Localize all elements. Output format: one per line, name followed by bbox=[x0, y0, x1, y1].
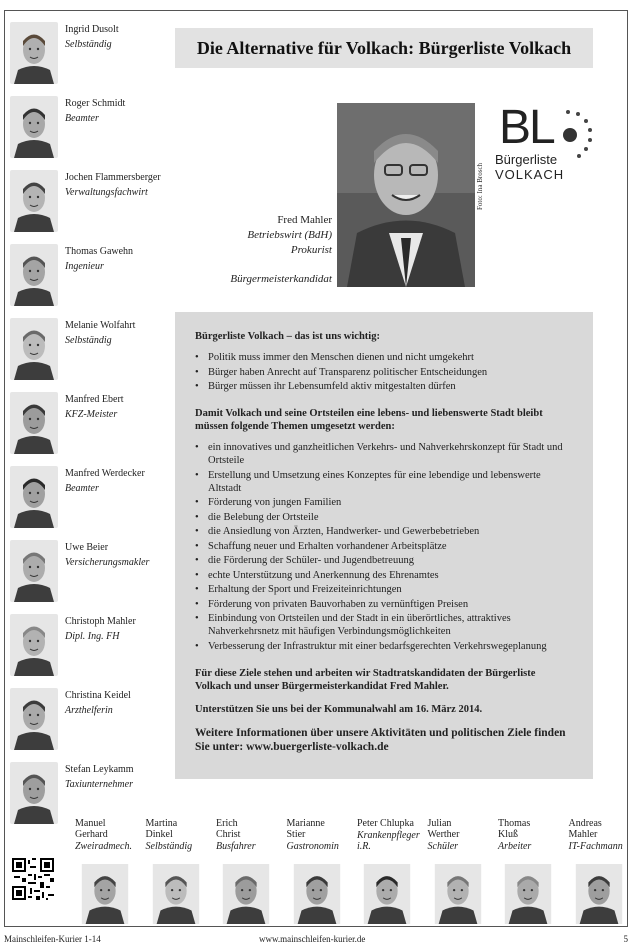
candidate-job: Arbeiter bbox=[498, 841, 532, 852]
candidate-photo bbox=[10, 244, 58, 306]
program-bullet: • die Belebung der Ortsteile bbox=[195, 511, 573, 524]
bottom-candidate bbox=[216, 818, 291, 852]
left-candidate bbox=[10, 318, 175, 386]
candidate-first-name: Thomas bbox=[498, 818, 531, 829]
candidate-job: Gastronomin bbox=[286, 841, 339, 852]
candidate-name: Manfred Werdecker bbox=[65, 468, 145, 479]
candidate-name: Uwe Beier bbox=[65, 542, 109, 553]
left-candidate bbox=[10, 22, 175, 90]
photo-credit: Foto: Ina Brosch bbox=[476, 162, 484, 210]
qr-code-icon bbox=[12, 858, 54, 900]
program-heading1: Bürgerliste Volkach – das ist uns wichtig: bbox=[195, 331, 380, 342]
candidate-first-name: Andreas bbox=[568, 818, 602, 829]
bottom-candidate bbox=[287, 818, 362, 852]
logo-line2: VOLKACH bbox=[495, 167, 565, 182]
left-candidate bbox=[10, 244, 175, 312]
program-bullet: • echte Unterstützung und Anerkennung des Ehrenamtes bbox=[195, 569, 573, 582]
candidate-job: Ingenieur bbox=[65, 261, 104, 272]
program-bullet: • die Förderung der Schüler- und Jugendbetreuung bbox=[195, 554, 573, 567]
candidate-name: Christina Keidel bbox=[65, 690, 131, 701]
candidate-last-name: Kluß bbox=[498, 829, 518, 840]
candidate-photo bbox=[10, 318, 58, 380]
left-candidate bbox=[10, 540, 175, 608]
candidate-job: Versicherungsmakler bbox=[65, 557, 150, 568]
candidate-photo bbox=[151, 864, 201, 924]
left-candidate bbox=[10, 170, 175, 238]
candidate-job: Dipl. Ing. FH bbox=[65, 631, 120, 642]
candidate-job: Krankenpfleger i.R. bbox=[357, 830, 420, 852]
bottom-candidate bbox=[498, 818, 573, 852]
footer-publication: Mainschleifen-Kurier 1-14 bbox=[4, 934, 101, 944]
candidate-job: Taxiunternehmer bbox=[65, 779, 133, 790]
candidate-name: Melanie Wolfahrt bbox=[65, 320, 136, 331]
program-heading2: Damit Volkach und seine Ortsteilen eine lebens- und liebenswerte Stadt bleibt müssen folgende Themen umgesetzt werden: bbox=[195, 408, 543, 432]
buergerliste-logo bbox=[495, 100, 600, 185]
candidate-photo bbox=[221, 864, 271, 924]
logo-line1: Bürgerliste bbox=[495, 152, 558, 167]
candidate-job: Selbständig bbox=[145, 841, 193, 852]
bottom-candidate bbox=[146, 818, 221, 852]
candidate-job: Beamter bbox=[65, 113, 99, 124]
candidate-job: Schüler bbox=[427, 841, 459, 852]
candidate-name: Stefan Leykamm bbox=[65, 764, 134, 775]
candidate-photo bbox=[433, 864, 483, 924]
candidate-photo bbox=[503, 864, 553, 924]
program-bullets2 bbox=[195, 441, 573, 653]
program-bullet: • Erstellung und Umsetzung eines Konzeptes für eine lebendige und lebenswerte Altstadt bbox=[195, 469, 573, 495]
main-candidate-photo bbox=[337, 103, 475, 287]
candidate-name: Christoph Mahler bbox=[65, 616, 136, 627]
closing3: Weitere Informationen über unsere Aktivitäten und politischen Ziele finden Sie unter: www.buergerliste-volkach.de bbox=[195, 726, 566, 753]
candidate-job: Verwaltungsfachwirt bbox=[65, 187, 148, 198]
footer-url[interactable]: www.mainschleifen-kurier.de bbox=[259, 934, 366, 944]
candidate-first-name: Peter Chlupka bbox=[357, 818, 414, 829]
candidate-photo bbox=[362, 864, 412, 924]
program-bullet: • Förderung von privaten Bauvorhaben zu vernünftigen Preisen bbox=[195, 598, 573, 611]
headline: Die Alternative für Volkach: Bürgerliste Volkach bbox=[175, 28, 593, 68]
candidate-name: Thomas Gawehn bbox=[65, 246, 134, 257]
left-candidate bbox=[10, 614, 175, 682]
candidate-last-name: Mahler bbox=[568, 829, 598, 840]
candidate-job: Zweiradmech. bbox=[75, 841, 132, 852]
left-candidate bbox=[10, 466, 175, 534]
program-bullets1 bbox=[195, 351, 573, 393]
candidate-job: KFZ-Meister bbox=[65, 409, 118, 420]
program-bullet: • Förderung von jungen Familien bbox=[195, 496, 573, 509]
main-candidate-role: Bürgermeisterkandidat bbox=[230, 273, 332, 285]
program-bullet: • Bürger müssen ihr Lebensumfeld aktiv mitgestalten dürfen bbox=[195, 380, 573, 393]
candidate-job: Busfahrer bbox=[216, 841, 256, 852]
program-bullet: • Verbesserung der Infrastruktur mit einer bedarfsgerechten Verkehrswegeplanung bbox=[195, 640, 573, 653]
candidate-job: IT-Fachmann bbox=[568, 841, 623, 852]
candidate-first-name: Erich bbox=[216, 818, 238, 829]
candidate-job: Selbständig bbox=[65, 39, 112, 50]
program-box bbox=[175, 312, 593, 779]
closing1: Für diese Ziele stehen und arbeiten wir Stadtratskandidaten der Bürgerliste Volkach und unser Bürgermeisterkandidat Fred Mahler. bbox=[195, 667, 536, 692]
bottom-candidate bbox=[357, 818, 425, 852]
candidate-last-name: Christ bbox=[216, 829, 241, 840]
candidate-photo bbox=[574, 864, 624, 924]
candidate-name: Roger Schmidt bbox=[65, 98, 126, 109]
footer-page-number: 5 bbox=[623, 934, 628, 944]
logo-letters: BL bbox=[499, 101, 554, 154]
program-bullet: • Erhaltung der Sport und Freizeiteinrichtungen bbox=[195, 583, 573, 596]
candidate-photo bbox=[10, 22, 58, 84]
left-candidate bbox=[10, 96, 175, 164]
left-candidate bbox=[10, 688, 175, 756]
program-bullet: • Politik muss immer den Menschen dienen und nicht umgekehrt bbox=[195, 351, 573, 364]
candidate-photo bbox=[80, 864, 130, 924]
candidate-job: Beamter bbox=[65, 483, 99, 494]
candidate-photo bbox=[10, 688, 58, 750]
bottom-candidates-row bbox=[60, 818, 625, 928]
candidate-name: Jochen Flammersberger bbox=[65, 172, 161, 183]
candidate-last-name: Stier bbox=[286, 829, 306, 840]
program-bullet: • die Ansiedlung von Ärzten, Handwerker- und Gewerbebetrieben bbox=[195, 525, 573, 538]
candidate-photo bbox=[10, 170, 58, 232]
candidate-last-name: Werther bbox=[427, 829, 460, 840]
candidate-photo bbox=[10, 466, 58, 528]
candidate-first-name: Manuel bbox=[75, 818, 106, 829]
program-bullet: • ein innovatives und ganzheitlichen Verkehrs- und Nahverkehrskonzept für Stadt und Ortsteile bbox=[195, 441, 573, 467]
candidate-photo bbox=[292, 864, 342, 924]
candidate-first-name: Martina bbox=[145, 818, 178, 829]
bottom-candidate bbox=[75, 818, 150, 852]
program-bullet: • Bürger haben Anrecht auf Transparenz politischer Entscheidungen bbox=[195, 366, 573, 379]
candidate-photo bbox=[10, 540, 58, 602]
closing2: Unterstützen Sie uns bei der Kommunalwahl am 16. März 2014. bbox=[195, 703, 483, 715]
candidate-photo bbox=[10, 392, 58, 454]
candidate-last-name: Gerhard bbox=[75, 829, 108, 840]
main-candidate-title2: Prokurist bbox=[290, 244, 332, 256]
candidate-job: Selbständig bbox=[65, 335, 112, 346]
main-candidate-title1: Betriebswirt (BdH) bbox=[247, 229, 332, 241]
left-candidate bbox=[10, 392, 175, 460]
candidate-photo bbox=[10, 96, 58, 158]
candidate-first-name: Marianne bbox=[286, 818, 325, 829]
candidate-photo bbox=[10, 762, 58, 824]
candidate-name: Manfred Ebert bbox=[65, 394, 124, 405]
program-bullet: • Schaffung neuer und Erhalten vorhandener Arbeitsplätze bbox=[195, 540, 573, 553]
candidate-last-name: Dinkel bbox=[145, 829, 173, 840]
bottom-candidate bbox=[428, 818, 503, 852]
bottom-candidate bbox=[569, 818, 640, 852]
candidate-first-name: Julian bbox=[427, 818, 452, 829]
candidate-photo bbox=[10, 614, 58, 676]
main-candidate-info bbox=[230, 213, 332, 287]
candidate-job: Arzthelferin bbox=[65, 705, 113, 716]
program-bullet: • Einbindung von Ortsteilen und der Stadt in ein überörtliches, attraktives Nahverkehrsnetz mit häufigen Verbindungsmöglichkeiten bbox=[195, 612, 573, 638]
main-candidate-name: Fred Mahler bbox=[277, 214, 332, 226]
candidate-name: Ingrid Dusolt bbox=[65, 24, 119, 35]
